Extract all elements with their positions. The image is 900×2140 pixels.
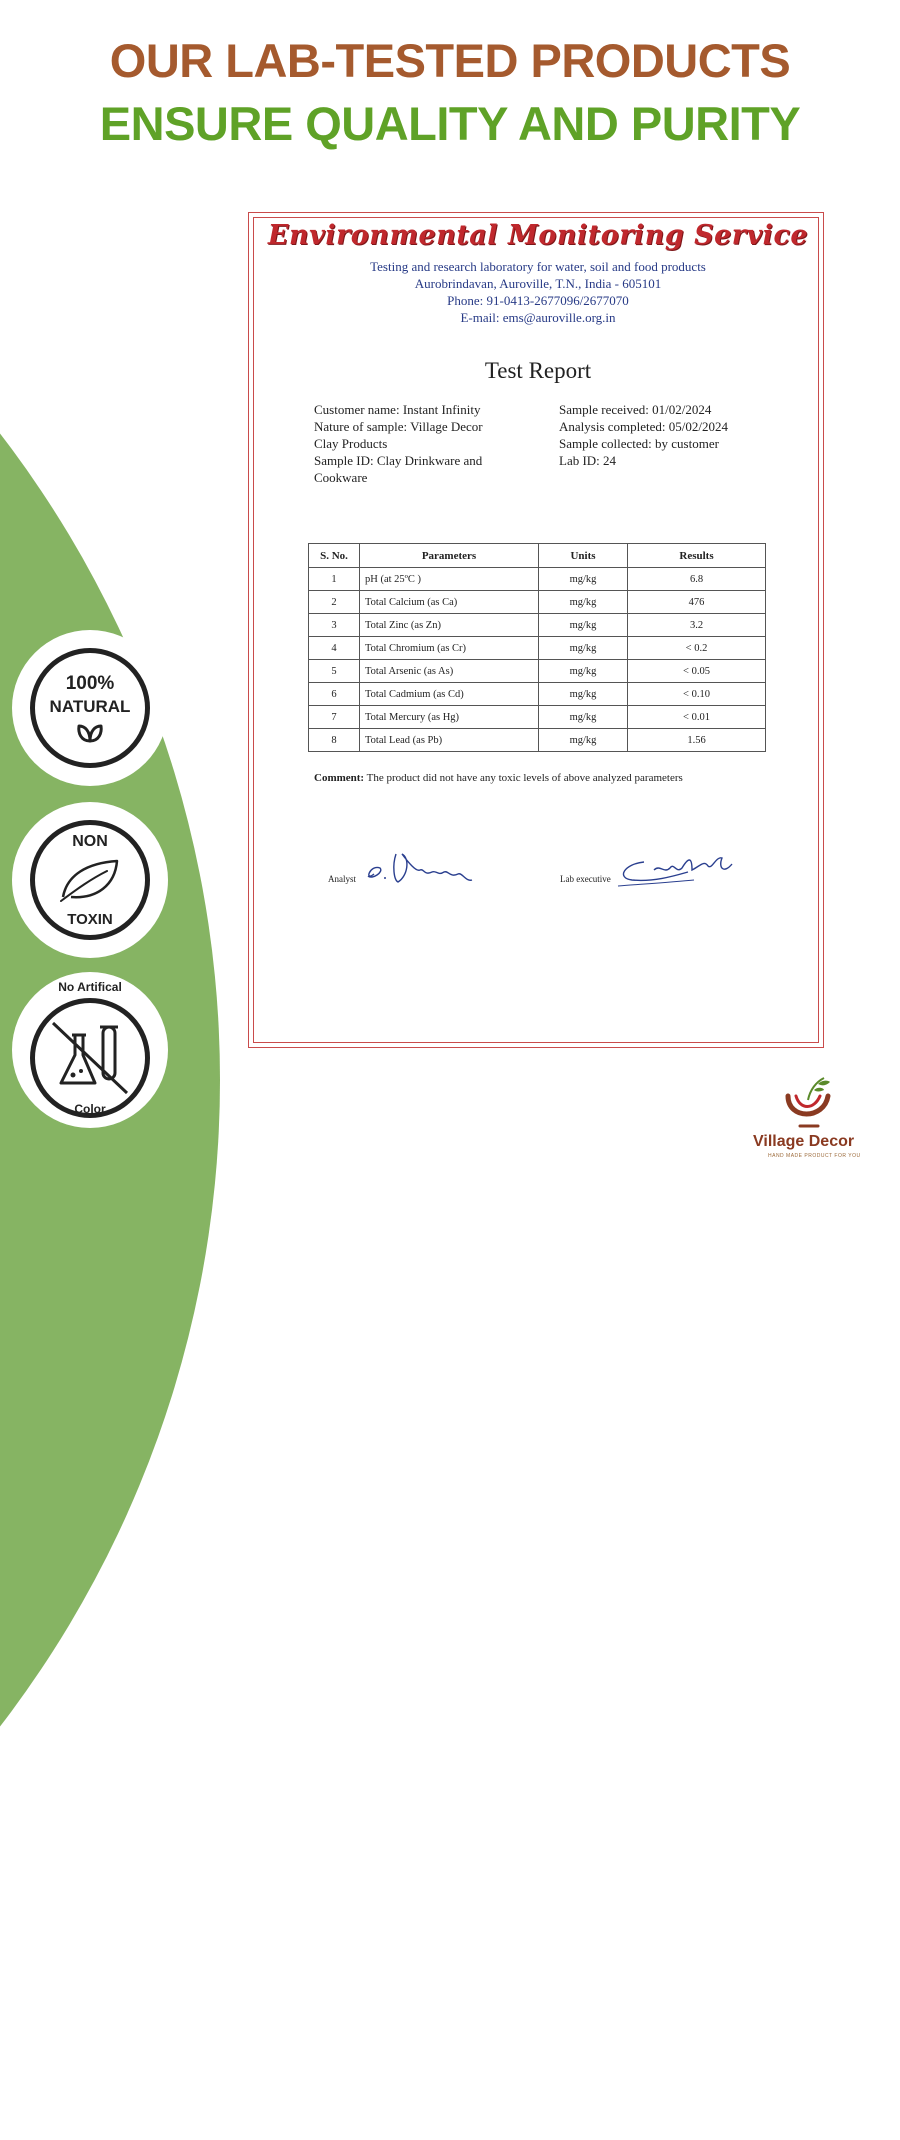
cell-parameter: Total Lead (as Pb) bbox=[360, 729, 539, 752]
cell-parameter: pH (at 25ºC ) bbox=[360, 568, 539, 591]
cell-result: < 0.2 bbox=[628, 637, 766, 660]
lab-name: Environmental Monitoring Service bbox=[267, 220, 809, 251]
cell-parameter: Total Mercury (as Hg) bbox=[360, 706, 539, 729]
cell-sno: 3 bbox=[309, 614, 360, 637]
report-meta-left bbox=[314, 401, 534, 486]
header-sno: S. No. bbox=[309, 544, 360, 568]
table-row bbox=[309, 614, 766, 637]
no-chemical-icon bbox=[45, 1013, 135, 1103]
nature-of-sample-cont: Clay Products bbox=[314, 436, 388, 451]
cell-result: 3.2 bbox=[628, 614, 766, 637]
table-row bbox=[309, 683, 766, 706]
cell-unit: mg/kg bbox=[539, 683, 628, 706]
sample-id-cont: Cookware bbox=[314, 470, 368, 485]
cell-result: < 0.01 bbox=[628, 706, 766, 729]
badge-non-toxin-bottom: TOXIN bbox=[67, 911, 113, 928]
analyst-label: Analyst bbox=[328, 874, 356, 884]
comment-label: Comment: bbox=[314, 772, 365, 784]
cell-sno: 1 bbox=[309, 568, 360, 591]
leaf-icon bbox=[75, 721, 105, 745]
cell-sno: 6 bbox=[309, 683, 360, 706]
cell-unit: mg/kg bbox=[539, 637, 628, 660]
table-row bbox=[309, 706, 766, 729]
header-units: Units bbox=[539, 544, 628, 568]
cell-parameter: Total Calcium (as Ca) bbox=[360, 591, 539, 614]
badge-ring bbox=[30, 820, 150, 940]
cell-unit: mg/kg bbox=[539, 729, 628, 752]
lab-phone: Phone: 91-0413-2677096/2677070 bbox=[447, 293, 629, 308]
header-parameters: Parameters bbox=[360, 544, 539, 568]
results-table bbox=[308, 543, 766, 752]
cell-sno: 2 bbox=[309, 591, 360, 614]
cell-sno: 4 bbox=[309, 637, 360, 660]
sample-received: Sample received: 01/02/2024 bbox=[559, 402, 712, 417]
brand-tagline: HAND MADE PRODUCT FOR YOU bbox=[768, 1153, 861, 1159]
cell-sno: 8 bbox=[309, 729, 360, 752]
table-header-row bbox=[309, 544, 766, 568]
badge-natural-top: 100% bbox=[65, 673, 115, 694]
badge-non-toxin-top: NON bbox=[72, 833, 108, 850]
table-row bbox=[309, 637, 766, 660]
cell-parameter: Total Zinc (as Zn) bbox=[360, 614, 539, 637]
analyst-signature-icon bbox=[362, 846, 482, 888]
cell-unit: mg/kg bbox=[539, 614, 628, 637]
lab-executive-label: Lab executive bbox=[560, 874, 611, 884]
table-row bbox=[309, 568, 766, 591]
report-title: Test Report bbox=[484, 358, 592, 383]
header-results: Results bbox=[628, 544, 766, 568]
badge-no-artificial-top: No Artifical bbox=[58, 980, 122, 994]
table-row bbox=[309, 660, 766, 683]
village-decor-logo-icon bbox=[778, 1074, 838, 1130]
analysis-completed: Analysis completed: 05/02/2024 bbox=[559, 419, 728, 434]
cell-parameter: Total Cadmium (as Cd) bbox=[360, 683, 539, 706]
report-meta-right bbox=[559, 401, 779, 469]
customer-name: Customer name: Instant Infinity bbox=[314, 402, 481, 417]
badge-no-artificial-color bbox=[12, 972, 168, 1128]
sample-collected: Sample collected: by customer bbox=[559, 436, 719, 451]
document-inner-border bbox=[253, 217, 819, 1043]
cell-parameter: Total Chromium (as Cr) bbox=[360, 637, 539, 660]
leaf-outline-icon bbox=[57, 857, 123, 903]
test-report-document bbox=[248, 212, 824, 1048]
headline-line-2: ENSURE QUALITY AND PURITY bbox=[99, 97, 801, 150]
comment-text: The product did not have any toxic levels of above analyzed parameters bbox=[364, 772, 683, 784]
lab-address: Aurobrindavan, Auroville, T.N., India - 605101 bbox=[414, 276, 662, 291]
lab-email: E-mail: ems@auroville.org.in bbox=[460, 310, 616, 325]
cell-result: 476 bbox=[628, 591, 766, 614]
headline-line-1: OUR LAB-TESTED PRODUCTS bbox=[109, 34, 791, 87]
lab-id: Lab ID: 24 bbox=[559, 453, 617, 468]
badge-ring bbox=[30, 998, 150, 1118]
badge-ring bbox=[30, 648, 150, 768]
cell-result: 6.8 bbox=[628, 568, 766, 591]
cell-result: < 0.05 bbox=[628, 660, 766, 683]
cell-sno: 5 bbox=[309, 660, 360, 683]
badge-natural-bottom: NATURAL bbox=[49, 697, 131, 716]
cell-result: < 0.10 bbox=[628, 683, 766, 706]
cell-unit: mg/kg bbox=[539, 706, 628, 729]
cell-unit: mg/kg bbox=[539, 591, 628, 614]
table-row bbox=[309, 591, 766, 614]
sample-id: Sample ID: Clay Drinkware and bbox=[314, 453, 483, 468]
nature-of-sample: Nature of sample: Village Decor bbox=[314, 419, 483, 434]
lab-executive-signature-icon bbox=[614, 846, 744, 888]
cell-parameter: Total Arsenic (as As) bbox=[360, 660, 539, 683]
lab-description: Testing and research laboratory for water, soil and food products bbox=[370, 259, 706, 274]
table-row bbox=[309, 729, 766, 752]
cell-result: 1.56 bbox=[628, 729, 766, 752]
badge-natural bbox=[12, 630, 168, 786]
brand-name: Village Decor bbox=[753, 1133, 855, 1150]
cell-unit: mg/kg bbox=[539, 568, 628, 591]
cell-unit: mg/kg bbox=[539, 660, 628, 683]
badge-no-artificial-bottom: Color bbox=[74, 1102, 106, 1116]
badge-non-toxin bbox=[12, 802, 168, 958]
cell-sno: 7 bbox=[309, 706, 360, 729]
report-comment bbox=[314, 772, 794, 784]
